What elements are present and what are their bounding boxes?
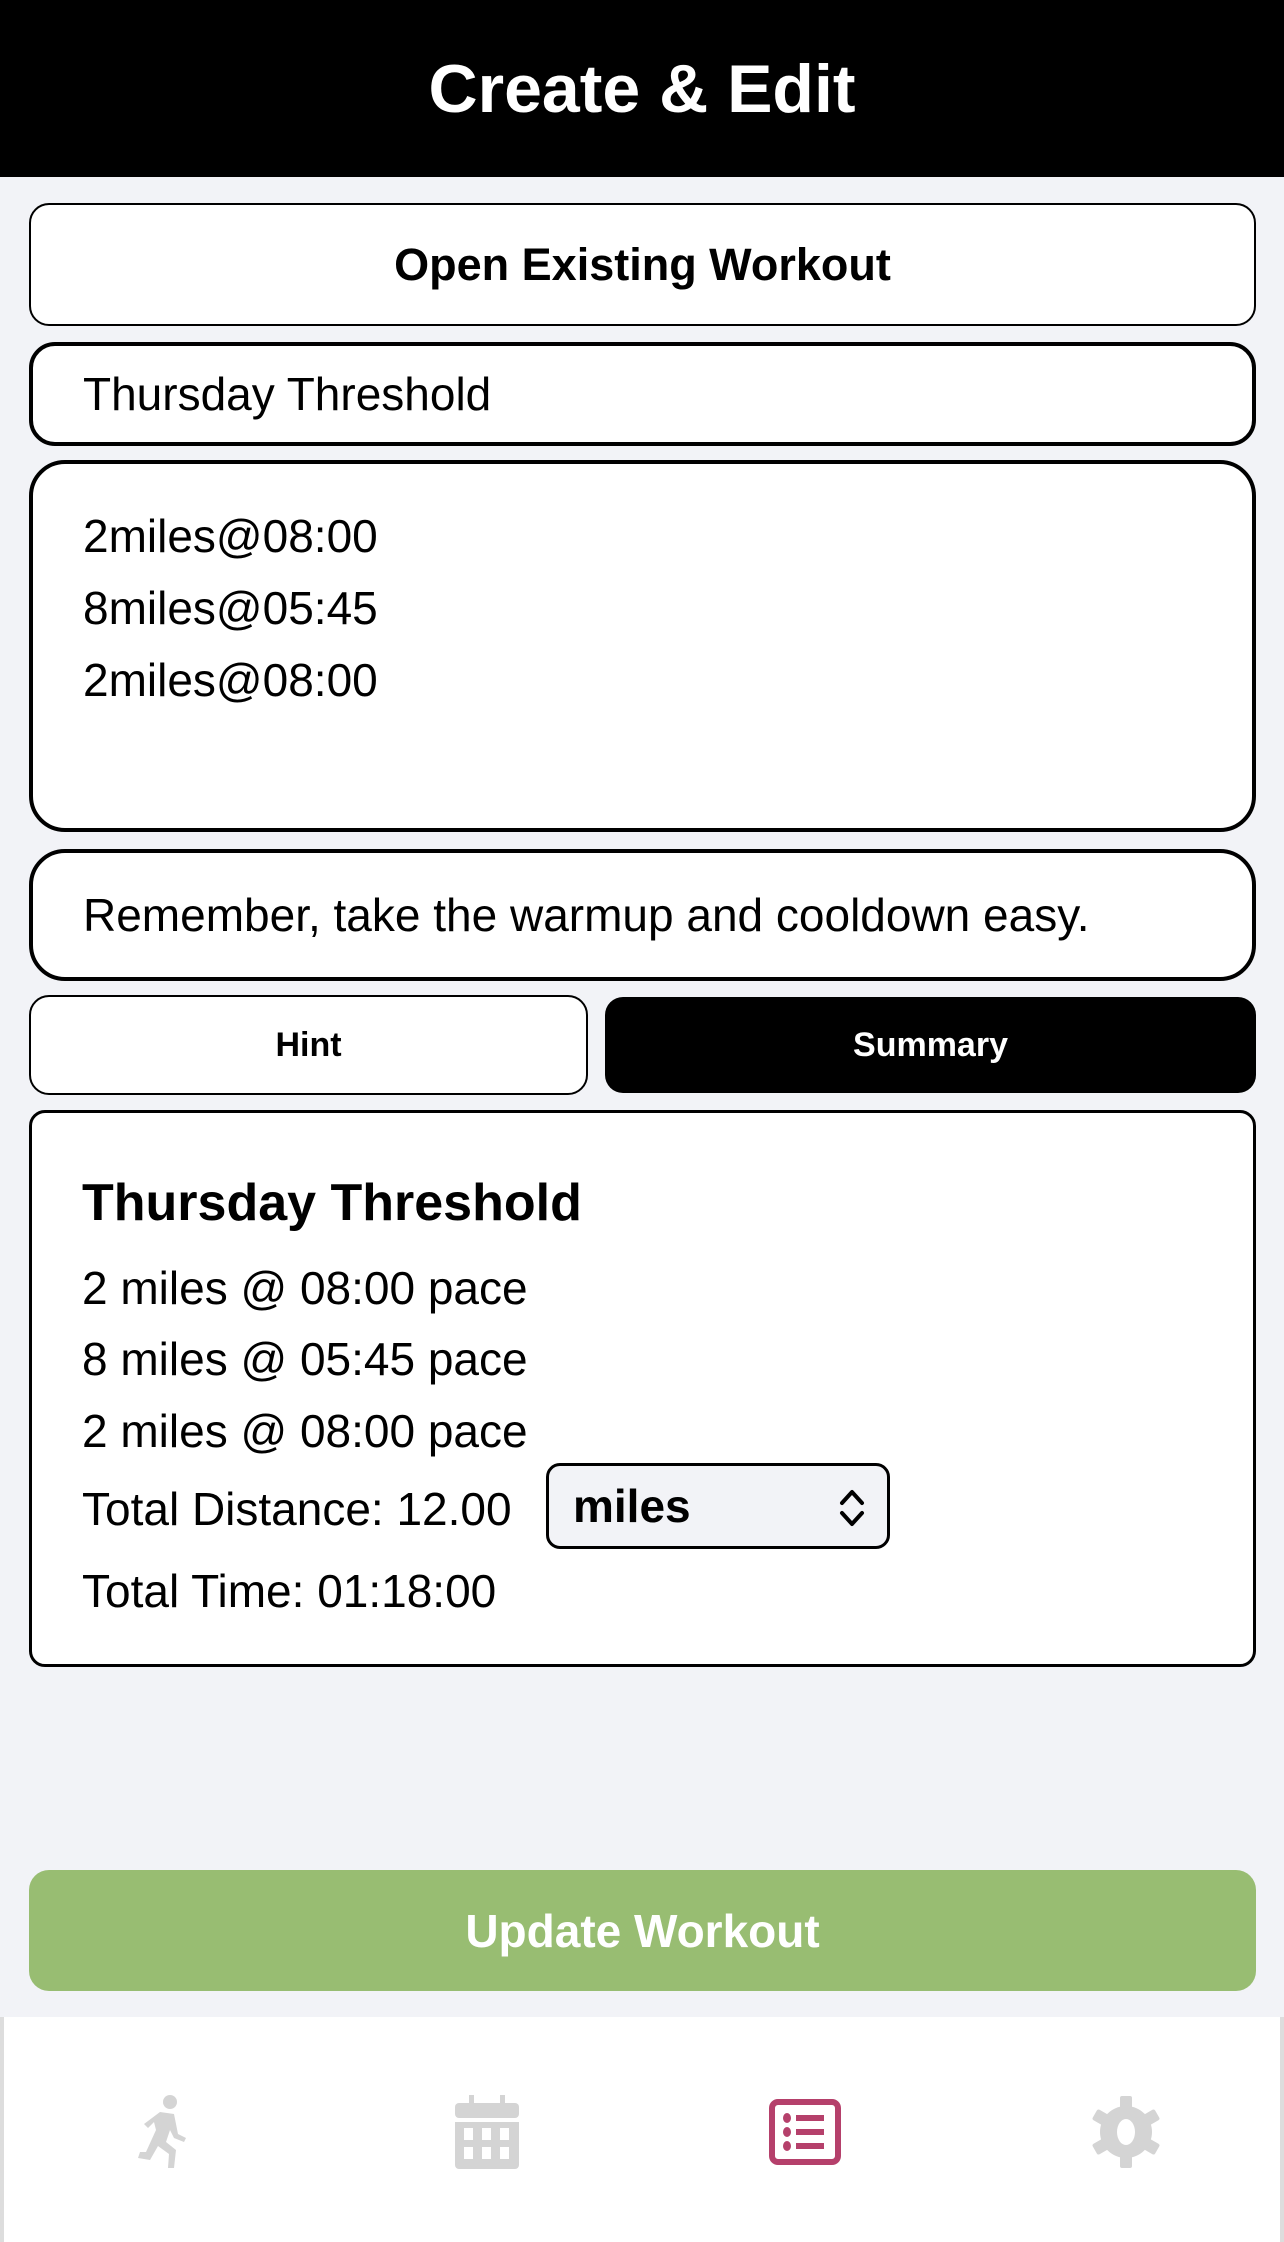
calendar-icon (455, 2095, 519, 2169)
total-time: Total Time: 01:18:00 (82, 1565, 497, 1617)
summary-panel (29, 1110, 1256, 1667)
page-title: Create & Edit (428, 50, 856, 127)
tab-calendar[interactable] (442, 2087, 532, 2177)
total-distance: Total Distance: 12.00 (82, 1483, 512, 1535)
workout-definition-textarea[interactable] (29, 460, 1256, 832)
page-header (0, 0, 1284, 177)
tab-settings[interactable] (1081, 2087, 1171, 2177)
running-icon (130, 2094, 194, 2170)
workout-name-input[interactable] (29, 342, 1256, 446)
bottom-tab-bar (0, 2017, 1284, 2242)
workout-name-value: Thursday Threshold (83, 368, 492, 420)
tab-hint[interactable] (29, 995, 588, 1095)
workout-line: 2miles@08:00 (83, 654, 378, 706)
update-workout-button[interactable] (29, 1870, 1256, 1991)
tab-hint-label: Hint (275, 1025, 342, 1064)
chevron-up-down-icon (839, 1488, 865, 1528)
distance-unit-select[interactable] (546, 1463, 890, 1549)
gear-icon (1091, 2096, 1161, 2168)
workout-line: 8miles@05:45 (83, 582, 378, 634)
tab-summary[interactable] (605, 997, 1256, 1093)
distance-unit-value: miles (573, 1480, 691, 1532)
open-existing-workout-button[interactable] (29, 203, 1256, 326)
workout-notes-input[interactable] (29, 849, 1256, 981)
tab-create-edit[interactable] (760, 2087, 850, 2177)
list-icon (769, 2099, 841, 2165)
summary-segment: 2 miles @ 08:00 pace (82, 1405, 528, 1457)
summary-segment: 8 miles @ 05:45 pace (82, 1333, 528, 1385)
tab-summary-label: Summary (853, 1025, 1008, 1064)
summary-title: Thursday Threshold (82, 1174, 582, 1232)
update-workout-label: Update Workout (465, 1904, 820, 1957)
open-existing-workout-label: Open Existing Workout (394, 238, 891, 290)
tab-run[interactable] (117, 2087, 207, 2177)
workout-line: 2miles@08:00 (83, 510, 378, 562)
summary-segment: 2 miles @ 08:00 pace (82, 1262, 528, 1314)
workout-notes-value: Remember, take the warmup and cooldown easy. (83, 889, 1090, 941)
